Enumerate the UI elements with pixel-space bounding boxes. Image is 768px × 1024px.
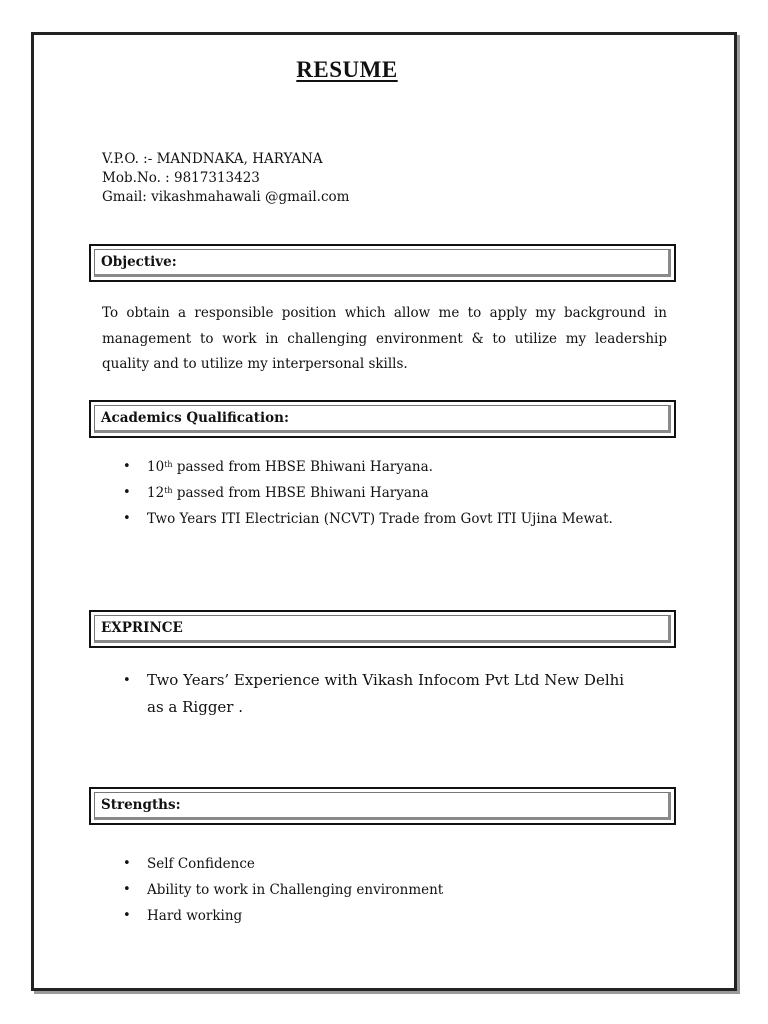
contact-address: V.P.O. :- MANDNAKA, HARYANA [102,151,323,167]
strengths-item: • Self Confidence [147,851,443,877]
academics-item: • 12th passed from HBSE Bhiwani Haryana [147,480,613,506]
experience-item: • Two Years’ Experience with Vikash Infocom Pvt Ltd New Delhi as a Rigger . [147,667,637,721]
strengths-item: • Hard working [147,903,443,929]
academics-list [102,454,613,532]
resume-page [31,32,737,991]
contact-gmail: Gmail: vikashmahawali @gmail.com [102,189,350,205]
objective-text: To obtain a responsible position which allow me to apply my background in management to work in challenging environment & to utilize my leadership quality and to utilize my interpersonal skills. [102,305,667,372]
contact-block [102,150,349,207]
academics-item: • 10th passed from HBSE Bhiwani Haryana. [147,454,613,480]
strengths-heading: Strengths: [101,797,181,813]
experience-list [102,667,637,721]
objective-heading-box [89,244,676,282]
academics-heading: Academics Qualification: [101,410,289,426]
objective-heading: Objective: [101,254,177,270]
resume-title: RESUME [296,57,398,82]
experience-heading: EXPRINCE [101,620,183,636]
contact-mobile: Mob.No. : 9817313423 [102,170,260,186]
academics-heading-box [89,400,676,438]
experience-heading-box [89,610,676,648]
strengths-item: • Ability to work in Challenging environment [147,877,443,903]
strengths-heading-box [89,787,676,825]
academics-item: • Two Years ITI Electrician (NCVT) Trade from Govt ITI Ujina Mewat. [147,506,613,532]
strengths-list [102,851,443,929]
